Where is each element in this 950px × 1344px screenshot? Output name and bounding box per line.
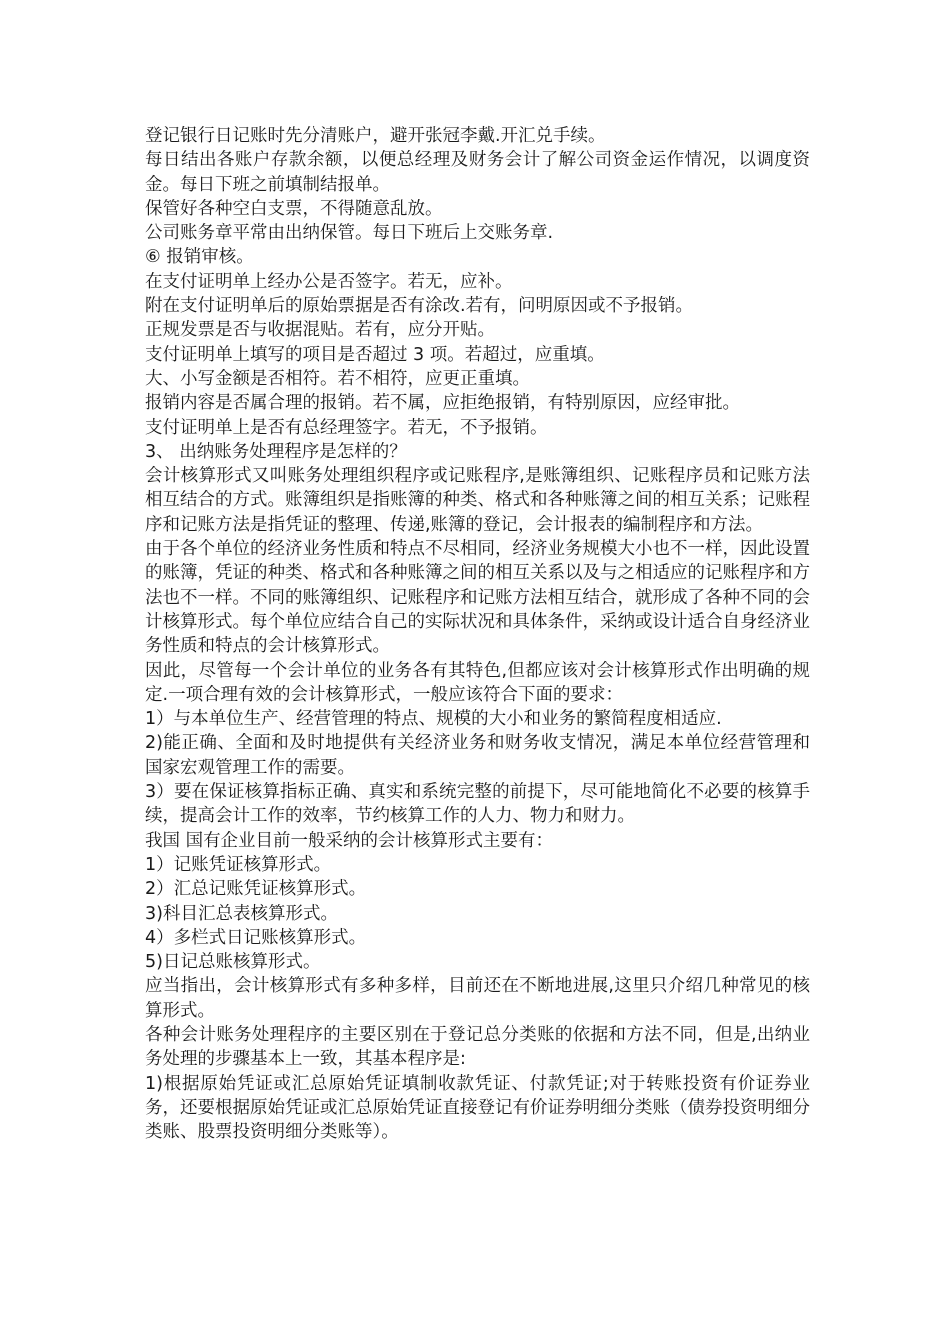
paragraph: 会计核算形式又叫账务处理组织程序或记账程序,是账簿组织、记账程序员和记账方法相互结合的方式。账簿组织是指账簿的种类、格式和各种账簿之间的相互关系；记账程序和记账方法是指凭证的整理、传递,账簿的登记，会计报表的编制程序和方法。 xyxy=(145,466,810,535)
section-heading: 3、 出纳账务处理程序是怎样的？ xyxy=(145,441,407,462)
paragraph: 正规发票是否与收据混贴。若有，应分开贴。 xyxy=(145,320,495,341)
list-item: 3)科目汇总表核算形式。 xyxy=(145,903,338,924)
paragraph: 应当指出，会计核算形式有多种多样，目前还在不断地进展,这里只介绍几种常见的核算形式。 xyxy=(145,976,810,1021)
paragraph: 报销内容是否属合理的报销。若不属，应拒绝报销，有特别原因，应经审批。 xyxy=(145,393,740,414)
list-item: 3）要在保证核算指标正确、真实和系统完整的前提下，尽可能地简化不必要的核算手续，提高会计工作的效率，节约核算工作的人力、物力和财力。 xyxy=(145,782,810,827)
paragraph: 每日结出各账户存款余额，以便总经理及财务会计了解公司资金运作情况，以调度资金。每日下班之前填制结报单。 xyxy=(145,150,810,195)
list-item: 2)能正确、全面和及时地提供有关经济业务和财务收支情况，满足本单位经营管理和国家宏观管理工作的需要。 xyxy=(145,733,810,778)
document-body xyxy=(145,124,810,1144)
paragraph: 附在支付证明单后的原始票据是否有涂改.若有，问明原因或不予报销。 xyxy=(145,296,694,317)
paragraph: 登记银行日记账时先分清账户，避开张冠李戴.开汇兑手续。 xyxy=(145,126,606,146)
paragraph: 公司账务章平常由出纳保管。每日下班后上交账务章. xyxy=(145,223,554,244)
list-item: 1）与本单位生产、经营管理的特点、规模的大小和业务的繁简程度相适应. xyxy=(145,709,722,730)
paragraph: 由于各个单位的经济业务性质和特点不尽相同，经济业务规模大小也不一样，因此设置的账簿，凭证的种类、格式和各种账簿之间的相互关系以及与之相适应的记账程序和方法也不一样。不同的账簿组织、记账程序和记账方法相互结合，就形成了各种不同的会计核算形式。每个单位应结合自己的实际状况和具体条件，采纳或设计适合自身经济业务性质和特点的会计核算形式。 xyxy=(145,539,810,657)
paragraph: 在支付证明单上经办公是否签字。若无，应补。 xyxy=(145,271,513,292)
paragraph: 我国 国有企业目前一般采纳的会计核算形式主要有： xyxy=(145,830,554,851)
paragraph: 大、小写金额是否相符。若不相符，应更正重填。 xyxy=(145,368,530,389)
list-item: 5)日记总账核算形式。 xyxy=(145,952,321,973)
paragraph: 保管好各种空白支票，不得随意乱放。 xyxy=(145,198,443,219)
list-item: 2）汇总记账凭证核算形式。 xyxy=(145,879,367,900)
paragraph: 支付证明单上是否有总经理签字。若无，不予报销。 xyxy=(145,417,548,438)
list-item: 4）多栏式日记账核算形式。 xyxy=(145,927,367,948)
list-item: 1)根据原始凭证或汇总原始凭证填制收款凭证、付款凭证;对于转账投资有价证券业务，还要根据原始凭证或汇总原始凭证直接登记有价证券明细分类账（债券投资明细分类账、股票投资明细分类账等）。 xyxy=(145,1073,810,1143)
paragraph: 支付证明单上填写的项目是否超过 3 项。若超过，应重填。 xyxy=(145,344,605,365)
section-heading: ⑥ 报销审核。 xyxy=(145,247,254,268)
paragraph: 因此，尽管每一个会计单位的业务各有其特色,但都应该对会计核算形式作出明确的规定.一项合理有效的会计核算形式，一般应该符合下面的要求： xyxy=(145,660,810,705)
paragraph: 各种会计账务处理程序的主要区别在于登记总分类账的依据和方法不同，但是,出纳业务处理的步骤基本上一致，其基本程序是: xyxy=(145,1024,810,1070)
list-item: 1）记账凭证核算形式。 xyxy=(145,854,332,875)
